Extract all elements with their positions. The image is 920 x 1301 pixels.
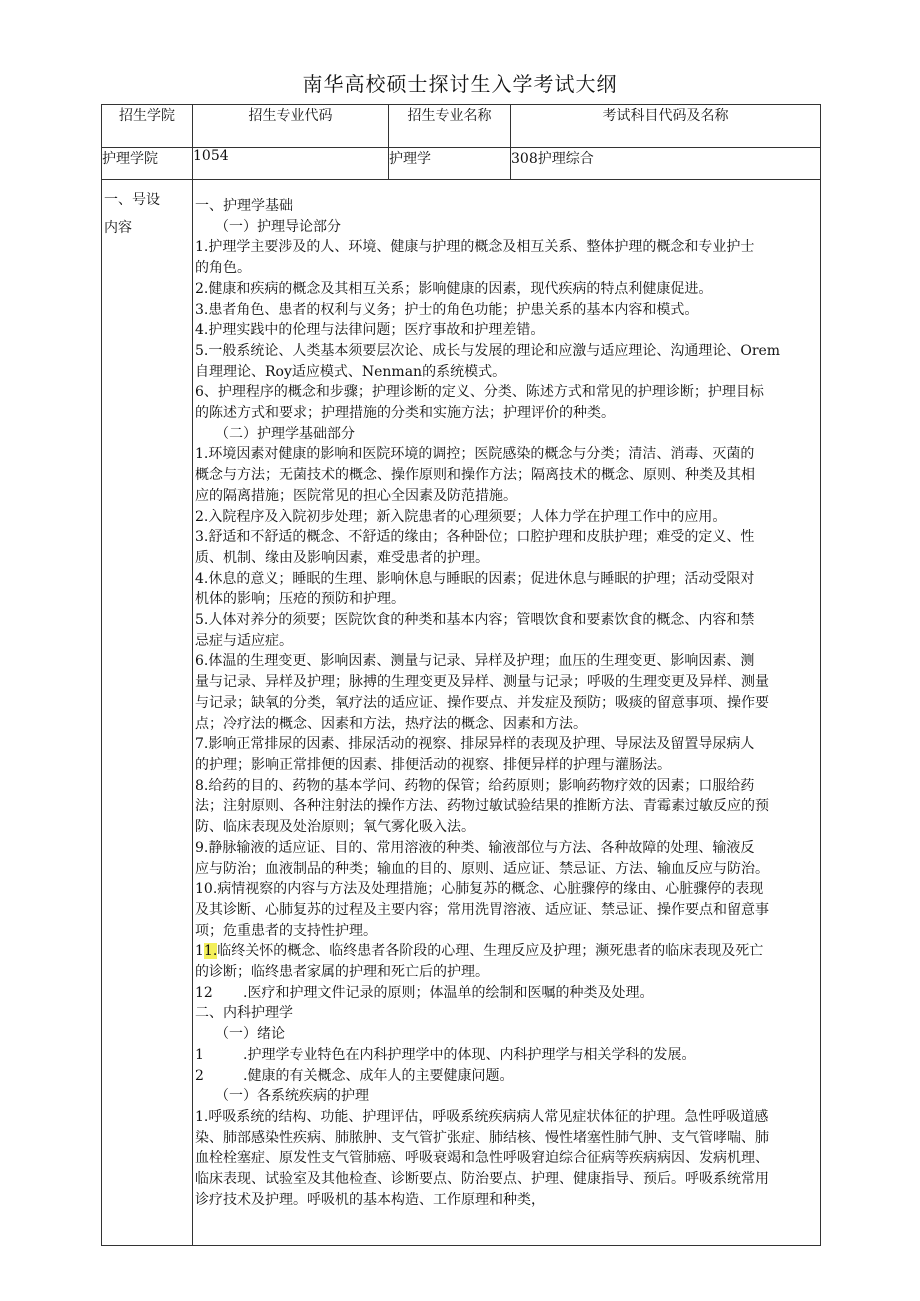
content-line: 量与记录、异样及护理；脉搏的生理变更及异样、测量与记录；呼吸的生理变更及异样、测量	[195, 674, 769, 691]
content-line: （一）各系统疾病的护理	[215, 1088, 369, 1105]
content-text: .护理学专业特色在内科护理学中的体现、内科护理学与相关学科的发展。	[243, 1046, 696, 1063]
content-line: 忌症与适应症。	[195, 632, 293, 649]
content-line	[195, 1045, 818, 1066]
content-line: 1.环境因素对健康的影响和医院环境的调控；医院感染的概念与分类；清洁、消毒、灭菌的	[195, 446, 755, 463]
content-line: 2.入院程序及入院初步处理；新入院患者的心理须要；人体力学在护理工作中的应用。	[195, 508, 727, 525]
content-line: 及其诊断、心肺复苏的过程及主要内容；常用洗胃溶液、适应证、禁忌证、操作要点和留意事	[195, 901, 769, 918]
content-line: 质、机制、缘由及影响因素，难受患者的护理。	[195, 549, 489, 566]
content-line: 2.健康和疾病的概念及其相互关系；影响健康的因素，现代疾病的特点利健康促进。	[195, 280, 713, 297]
content-line: 3.患者角色、患者的权利与义务；护士的角色功能；护患关系的基本内容和模式。	[195, 301, 699, 318]
content-line: 5.一般系统论、人类基本须要层次论、成长与发展的理论和应激与适应理论、沟通理论、Orem	[195, 342, 781, 359]
content-line: 机体的影响；压疮的预防和护理。	[195, 591, 405, 608]
content-line: 1.呼吸系统的结构、功能、护理评估，呼吸系统疾病病人常见症状体征的护理。急性呼吸道感	[195, 1108, 769, 1125]
item-number: 2	[195, 1067, 204, 1084]
content-line: 法；注射原则、各种注射法的操作方法、药物过敏试验结果的推断方法、青霉素过敏反应的预	[195, 798, 769, 815]
content-line: 4.休息的意义；睡眠的生理、影响休息与睡眠的因素；促进休息与睡眠的护理；活动受限对	[195, 570, 755, 587]
subject-value: 308护理综合	[511, 148, 821, 180]
content-line	[195, 1066, 818, 1087]
content-line: 4.护理实践中的伦理与法律问题；医疗事故和护理差错。	[195, 322, 545, 339]
content-line: 项；危重患者的支持性护理。	[195, 922, 377, 939]
content-text: .医疗和护理文件记录的原则；体温单的绘制和医嘱的种类及处理。	[243, 984, 654, 1001]
content-line: 1.护理学主要涉及的人、环境、健康与护理的概念及相互关系、整体护理的概念和专业护士	[195, 239, 755, 256]
content-line: 二、内科护理学	[195, 1005, 293, 1022]
content-line: （一）绪论	[215, 1026, 285, 1043]
content-text: .健康的有关概念、成年人的主要健康问题。	[243, 1067, 514, 1084]
content-line: 一、护理学基础	[195, 198, 293, 214]
content-line: 的陈述方式和要求；护理措施的分类和实施方法；护理评价的种类。	[195, 405, 615, 422]
content-line: 8.给药的目的、药物的基本学问、药物的保管；给药原则；影响药物疗效的因素；口服给药	[195, 777, 755, 794]
content-line: 防、临床表现及处治原则；氧气雾化吸入法。	[195, 819, 475, 836]
major-code-value: 1054	[193, 148, 389, 180]
content-line: 概念与方法；无菌技术的概念、操作原则和操作方法；隔离技术的概念、原则、种类及其相	[195, 467, 755, 484]
content-line: 的诊断；临终患者家属的护理和死亡后的护理。	[195, 964, 489, 981]
content-line: 染、肺部感染性疾病、肺脓肿、支气管扩张症、肺结核、慢性堵塞性肺气肿、支气管哮喘、肺	[195, 1129, 769, 1146]
header-row	[102, 105, 821, 148]
content-line: （二）护理学基础部分	[215, 425, 355, 442]
content-cell	[193, 180, 821, 1246]
item-number: 12	[195, 984, 213, 1001]
section-label-cell	[102, 180, 193, 1246]
content-line: 点；冷疗法的概念、因素和方法，热疗法的概念、因素和方法。	[195, 715, 587, 732]
content-line: 血栓栓塞症、原发性支气管肺癌、呼吸衰竭和急性呼吸窘迫综合征病等疾病病因、发病机理、	[195, 1150, 769, 1167]
content-line: 6、护理程序的概念和步骤；护理诊断的定义、分类、陈述方式和常见的护理诊断；护理目标	[195, 384, 764, 401]
content-line: 与记录；缺氧的分类，氧疗法的适应证、操作要点、并发症及预防；吸痰的留意事项、操作要	[195, 694, 769, 711]
content-line: 3.舒适和不舒适的概念、不舒适的缘由；各种卧位；口腔护理和皮肤护理；难受的定义、性	[195, 529, 755, 546]
content-line: 6.体温的生理变更、影响因素、测量与记录、异样及护理；血压的生理变更、影响因素、测	[195, 653, 755, 670]
item-number: 1	[195, 943, 204, 960]
content-line: 7.影响正常排尿的因素、排尿活动的视察、排尿异样的表现及护理、导尿法及留置导尿病人	[195, 736, 755, 753]
header-major-code: 招生专业代码	[193, 105, 389, 148]
header-college: 招生学院	[102, 105, 193, 148]
content-line: 的护理；影响正常排便的因素、排便活动的视察、排便异样的护理与灌肠法。	[195, 756, 671, 773]
header-major-name: 招生专业名称	[389, 105, 511, 148]
college-value: 护理学院	[102, 148, 193, 180]
content-line: 诊疗技术及护理。呼吸机的基本构造、工作原理和种类，	[195, 1191, 545, 1208]
content-line: 10.病情视察的内容与方法及处理措施；心肺复苏的概念、心脏骤停的缘由、心脏骤停的表现	[195, 881, 764, 898]
header-subject: 考试科目代码及名称	[511, 105, 821, 148]
syllabus-table	[101, 104, 821, 1246]
page-title: 南华高校硕士探讨生入学考试大纲	[302, 72, 618, 96]
major-name-value: 护理学	[389, 148, 511, 180]
content-line: 应的隔离措施；医院常见的担心全因素及防范措施。	[195, 487, 517, 504]
content-row	[102, 180, 821, 1246]
section-label-2: 内容	[104, 220, 132, 236]
section-label-1: 一、号设	[104, 192, 160, 208]
content-line: 的角色。	[195, 260, 251, 277]
content-line: 自理理论、Roy适应模式、Nenman的系统模式。	[195, 363, 507, 380]
content-text: 临终关怀的概念、临终患者各阶段的心理、生理反应及护理；濒死患者的临床表现及死亡	[217, 943, 764, 960]
item-number: 1	[195, 1046, 204, 1063]
content-line: （一）护理导论部分	[215, 218, 341, 235]
info-row	[102, 148, 821, 180]
content-line: 5.人体对养分的须要；医院饮食的种类和基本内容；管喂饮食和要素饮食的概念、内容和禁	[195, 612, 755, 629]
content-line	[195, 983, 818, 1004]
content-line	[195, 941, 818, 962]
content-line: 临床表现、试验室及其他检查、诊断要点、防治要点、护理、健康指导、预后。呼吸系统常用	[195, 1171, 769, 1188]
content-line: 应与防治；血液制品的种类；输血的目的、原则、适应证、禁忌证、方法、输血反应与防治。	[195, 860, 769, 877]
content-line: 9.静脉输液的适应证、目的、常用溶液的种类、输液部位与方法、各种故障的处理、输液反	[195, 839, 755, 856]
highlighted-text: 1.	[203, 943, 218, 960]
